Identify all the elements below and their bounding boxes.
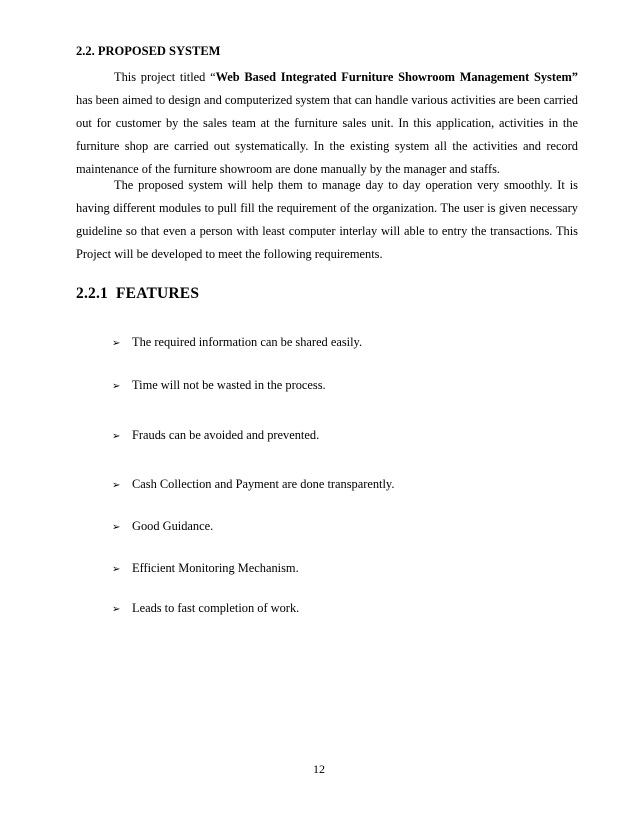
features-number: 2.2.1 [76, 285, 108, 302]
feature-item [112, 518, 213, 536]
paragraph-intro-lead: This project titled “ [114, 70, 216, 84]
page-number: 12 [313, 762, 325, 776]
feature-text: The required information can be shared easily. [132, 335, 363, 349]
feature-text: Frauds can be avoided and prevented. [132, 428, 320, 442]
feature-item [112, 334, 362, 352]
feature-text: Good Guidance. [132, 519, 214, 533]
arrow-bullet-icon: ➢ [112, 381, 121, 392]
feature-item [112, 476, 394, 494]
section-heading: 2.2. PROPOSED SYSTEM [76, 44, 221, 58]
arrow-bullet-icon: ➢ [112, 522, 121, 533]
feature-item [112, 377, 326, 395]
paragraph-proposed: The proposed system will help them to manage day to day operation very smoothly. It is having different modules to pull fill the requirement of the organization. The user is given necessary guideline so that even a person with least computer interlay will able to entry the transactions. This Project will be developed to meet the following requirements. [76, 178, 578, 261]
features-title: FEATURES [116, 285, 200, 302]
features-heading [76, 285, 199, 303]
feature-text: Efficient Monitoring Mechanism. [132, 561, 299, 575]
arrow-bullet-icon: ➢ [112, 604, 121, 615]
project-title: Web Based Integrated Furniture Showroom Management System” [215, 70, 578, 84]
paragraph-intro [76, 66, 578, 181]
feature-item [112, 427, 319, 445]
arrow-bullet-icon: ➢ [112, 338, 121, 349]
arrow-bullet-icon: ➢ [112, 564, 121, 575]
feature-item [112, 560, 299, 578]
feature-text: Time will not be wasted in the process. [132, 378, 326, 392]
feature-text: Leads to fast completion of work. [132, 601, 300, 615]
paragraph-intro-body: has been aimed to design and computerized system that can handle various activities are been carried out for customer by the sales team at the furniture sales unit. In this application, activities in the furniture shop are carried out systematically. In the existing system all the activities and record maintenance of the furniture showroom are done manually by the manager and staffs. [76, 93, 578, 176]
feature-item [112, 600, 299, 618]
feature-text: Cash Collection and Payment are done transparently. [132, 477, 395, 491]
arrow-bullet-icon: ➢ [112, 431, 121, 442]
arrow-bullet-icon: ➢ [112, 480, 121, 491]
